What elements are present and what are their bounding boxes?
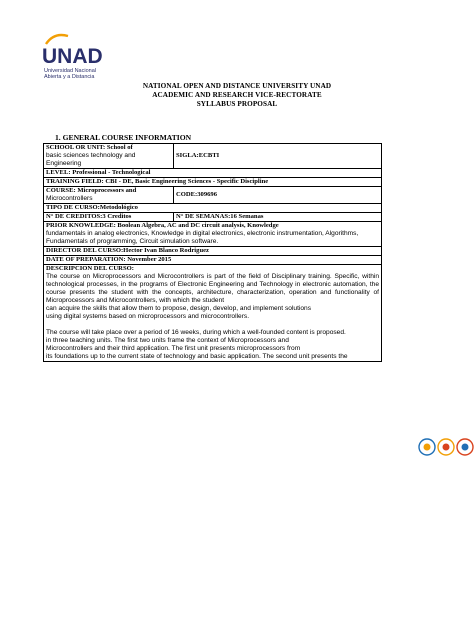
- logo-subtitle-line2: Abierta y a Distancia: [44, 74, 95, 80]
- header-syllabus: SYLLABUS PROPOSAL: [196, 100, 278, 108]
- table-row: [44, 169, 382, 178]
- badge-icon-center: [462, 444, 469, 451]
- table-row: [44, 256, 382, 265]
- description-line: Microcontrollers and their third application. The first unit presents microprocessors from: [46, 345, 301, 352]
- section-title: 1. GENERAL COURSE INFORMATION: [55, 133, 192, 142]
- school-cell: [44, 144, 174, 169]
- badge-icon-center: [443, 444, 450, 451]
- badge-icon-center: [424, 444, 431, 451]
- tipo-cell: TIPO DE CURSO:Metodológico: [44, 204, 382, 213]
- table-row: [44, 187, 382, 204]
- table-row: [44, 265, 382, 362]
- description-line: its foundations up to the current state of technology and basic application. The second unit presents the: [46, 353, 348, 360]
- course-info-table: [43, 143, 382, 362]
- sigla-cell: SIGLA:ECBTI: [174, 144, 382, 169]
- training-field-cell: TRAINING FIELD: CBI - DE, Basic Engineering Sciences - Specific Discipline: [44, 178, 382, 187]
- course-value: Microcontrollers: [46, 195, 93, 202]
- table-row: [44, 222, 382, 247]
- description-paragraph-2: The course will take place over a period of 16 weeks, during which a well-founded content is proposed.: [46, 329, 346, 336]
- description-cell: [44, 265, 382, 362]
- prior-knowledge-cell: [44, 222, 382, 247]
- creditos-cell: N° DE CREDITOS:3 Creditos: [44, 213, 174, 222]
- date-cell: DATE OF PREPARATION: November 2015: [44, 256, 382, 265]
- school-value: basic sciences technology and Engineering: [46, 152, 136, 167]
- header-university: NATIONAL OPEN AND DISTANCE UNIVERSITY UNAD: [142, 82, 332, 90]
- director-cell: DIRECTOR DEL CURSO:Hector Ivan Blanco Rodriguez: [44, 247, 382, 256]
- table-row: [44, 247, 382, 256]
- description-line: can acquire the skills that allow them to propose, design, develop, and implement solutions: [46, 305, 311, 312]
- prior-label: PRIOR KNOWLEDGE: Boolean Algebra, AC and DC circuit analysis, Knowledge: [46, 222, 279, 229]
- description-label: DESCRIPCION DEL CURSO:: [46, 265, 134, 272]
- level-cell: LEVEL: Professional - Technological: [44, 169, 382, 178]
- table-row: [44, 178, 382, 187]
- prior-value: fundamentals in analog electronics, Knowledge in digital electronics, electronic instrumentation, Algorithms, Fundamentals of programming, Circuit simulation software.: [46, 230, 359, 245]
- table-row: [44, 144, 382, 169]
- school-label: SCHOOL OR UNIT: School of: [46, 144, 133, 151]
- course-cell: [44, 187, 174, 204]
- table-row: [44, 204, 382, 213]
- table-row: [44, 213, 382, 222]
- description-paragraph-1: The course on Microprocessors and Microcontrollers is part of the field of Disciplinary training. Specific, within technological processes, in the programs of Electronic Engineering and Technology in electronic automation, the course presents the student with the concepts, architecture, characterization, operation and functionality of Microprocessors and Microcontrollers, with which the student: [46, 273, 379, 304]
- description-line: using digital systems based on microprocessors and microcontrollers.: [46, 313, 250, 320]
- certification-badges: [418, 434, 474, 460]
- course-label: COURSE: Microprocessors and: [46, 187, 137, 194]
- semanas-cell: N° DE SEMANAS:16 Semanas: [174, 213, 382, 222]
- logo-subtitle: [44, 68, 96, 80]
- logo-subtitle-line1: Universidad Nacional: [44, 68, 96, 74]
- description-line: in three teaching units. The first two units frame the context of Microprocessors and: [46, 337, 289, 344]
- header-vice-rectorate: ACADEMIC AND RESEARCH VICE-RECTORATE: [152, 91, 322, 99]
- code-cell: CODE:309696: [174, 187, 382, 204]
- logo-brand-text: UNAD: [42, 45, 103, 68]
